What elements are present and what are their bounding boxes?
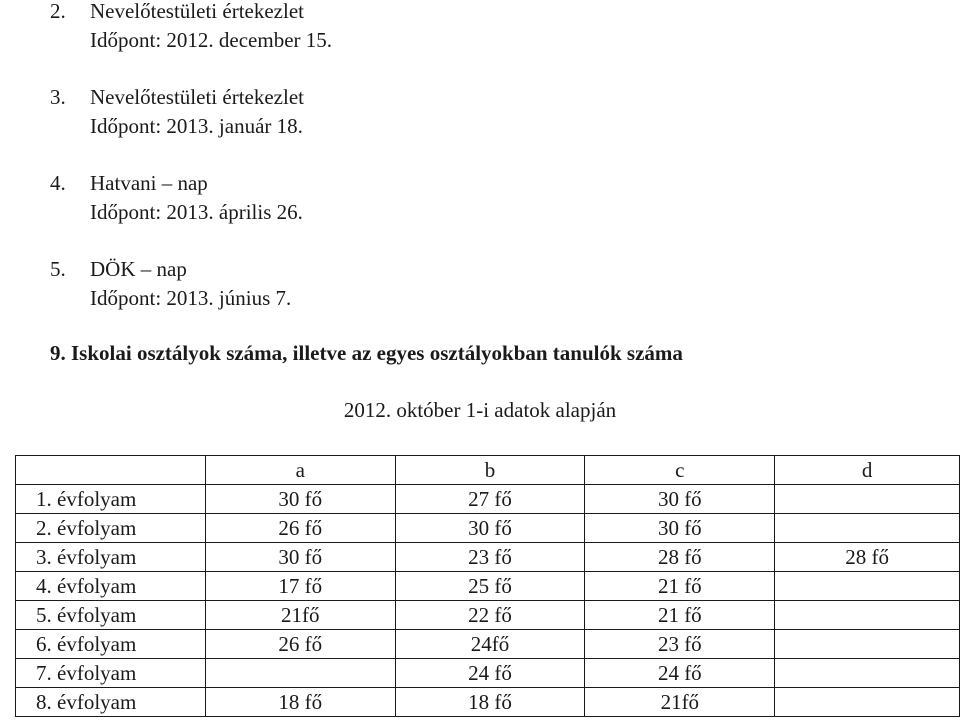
student-count-cell xyxy=(775,601,960,630)
table-row xyxy=(16,659,960,688)
student-count-cell: 22 fő xyxy=(395,601,585,630)
table-header-row xyxy=(16,456,960,485)
student-count-cell: 30 fő xyxy=(585,514,775,543)
student-count-cell: 28 fő xyxy=(775,543,960,572)
event-title: DÖK – nap xyxy=(90,257,187,281)
grade-label-cell: 4. évfolyam xyxy=(16,572,206,601)
grade-label-cell: 7. évfolyam xyxy=(16,659,206,688)
student-count-cell: 27 fő xyxy=(395,485,585,514)
column-header-cell: b xyxy=(395,456,585,485)
event-title: Nevelőtestületi értekezlet xyxy=(90,85,304,109)
student-count-cell: 30 fő xyxy=(395,514,585,543)
grade-label-cell: 5. évfolyam xyxy=(16,601,206,630)
student-count-cell: 30 fő xyxy=(205,543,395,572)
table-row xyxy=(16,514,960,543)
table-row xyxy=(16,601,960,630)
student-count-cell: 17 fő xyxy=(205,572,395,601)
student-count-cell: 18 fő xyxy=(205,688,395,717)
student-count-cell: 21 fő xyxy=(585,572,775,601)
grade-label-cell: 6. évfolyam xyxy=(16,630,206,659)
student-count-cell: 21 fő xyxy=(585,601,775,630)
grade-label-cell: 8. évfolyam xyxy=(16,688,206,717)
student-count-cell xyxy=(775,688,960,717)
table-row xyxy=(16,572,960,601)
column-header-cell: d xyxy=(775,456,960,485)
student-count-cell xyxy=(775,572,960,601)
table-row xyxy=(16,688,960,717)
event-date: Időpont: 2013. április 26. xyxy=(90,200,303,224)
event-date: Időpont: 2013. január 18. xyxy=(90,114,303,138)
header-corner-cell xyxy=(16,456,206,485)
student-count-cell: 24 fő xyxy=(585,659,775,688)
student-count-cell: 18 fő xyxy=(395,688,585,717)
grade-label-cell: 1. évfolyam xyxy=(16,485,206,514)
event-title: Hatvani – nap xyxy=(90,171,208,195)
student-count-cell: 21fő xyxy=(205,601,395,630)
column-header-cell: a xyxy=(205,456,395,485)
event-date: Időpont: 2013. június 7. xyxy=(90,286,292,310)
table-row xyxy=(16,543,960,572)
student-count-cell: 25 fő xyxy=(395,572,585,601)
column-header-cell: c xyxy=(585,456,775,485)
event-number: 2. xyxy=(50,0,66,23)
student-count-cell: 24 fő xyxy=(395,659,585,688)
student-count-cell: 23 fő xyxy=(585,630,775,659)
student-count-cell xyxy=(775,630,960,659)
student-count-cell: 23 fő xyxy=(395,543,585,572)
event-title: Nevelőtestületi értekezlet xyxy=(90,0,304,23)
student-count-cell: 24fő xyxy=(395,630,585,659)
student-count-cell: 21fő xyxy=(585,688,775,717)
table-row xyxy=(16,630,960,659)
event-number: 4. xyxy=(50,171,66,195)
event-date: Időpont: 2012. december 15. xyxy=(90,28,333,52)
student-count-cell: 26 fő xyxy=(205,514,395,543)
grade-label-cell: 3. évfolyam xyxy=(16,543,206,572)
student-count-cell xyxy=(775,659,960,688)
table-row xyxy=(16,485,960,514)
student-count-cell: 30 fő xyxy=(205,485,395,514)
student-count-cell: 26 fő xyxy=(205,630,395,659)
student-count-cell: 28 fő xyxy=(585,543,775,572)
class-size-table xyxy=(15,455,960,717)
student-count-cell xyxy=(205,659,395,688)
student-count-cell xyxy=(775,485,960,514)
student-count-cell: 30 fő xyxy=(585,485,775,514)
section-heading: 9. Iskolai osztályok száma, illetve az egyes osztályokban tanulók száma xyxy=(50,341,683,365)
student-count-cell xyxy=(775,514,960,543)
event-number: 5. xyxy=(50,257,66,281)
section-subtitle: 2012. október 1-i adatok alapján xyxy=(343,398,617,422)
event-number: 3. xyxy=(50,85,66,109)
grade-label-cell: 2. évfolyam xyxy=(16,514,206,543)
